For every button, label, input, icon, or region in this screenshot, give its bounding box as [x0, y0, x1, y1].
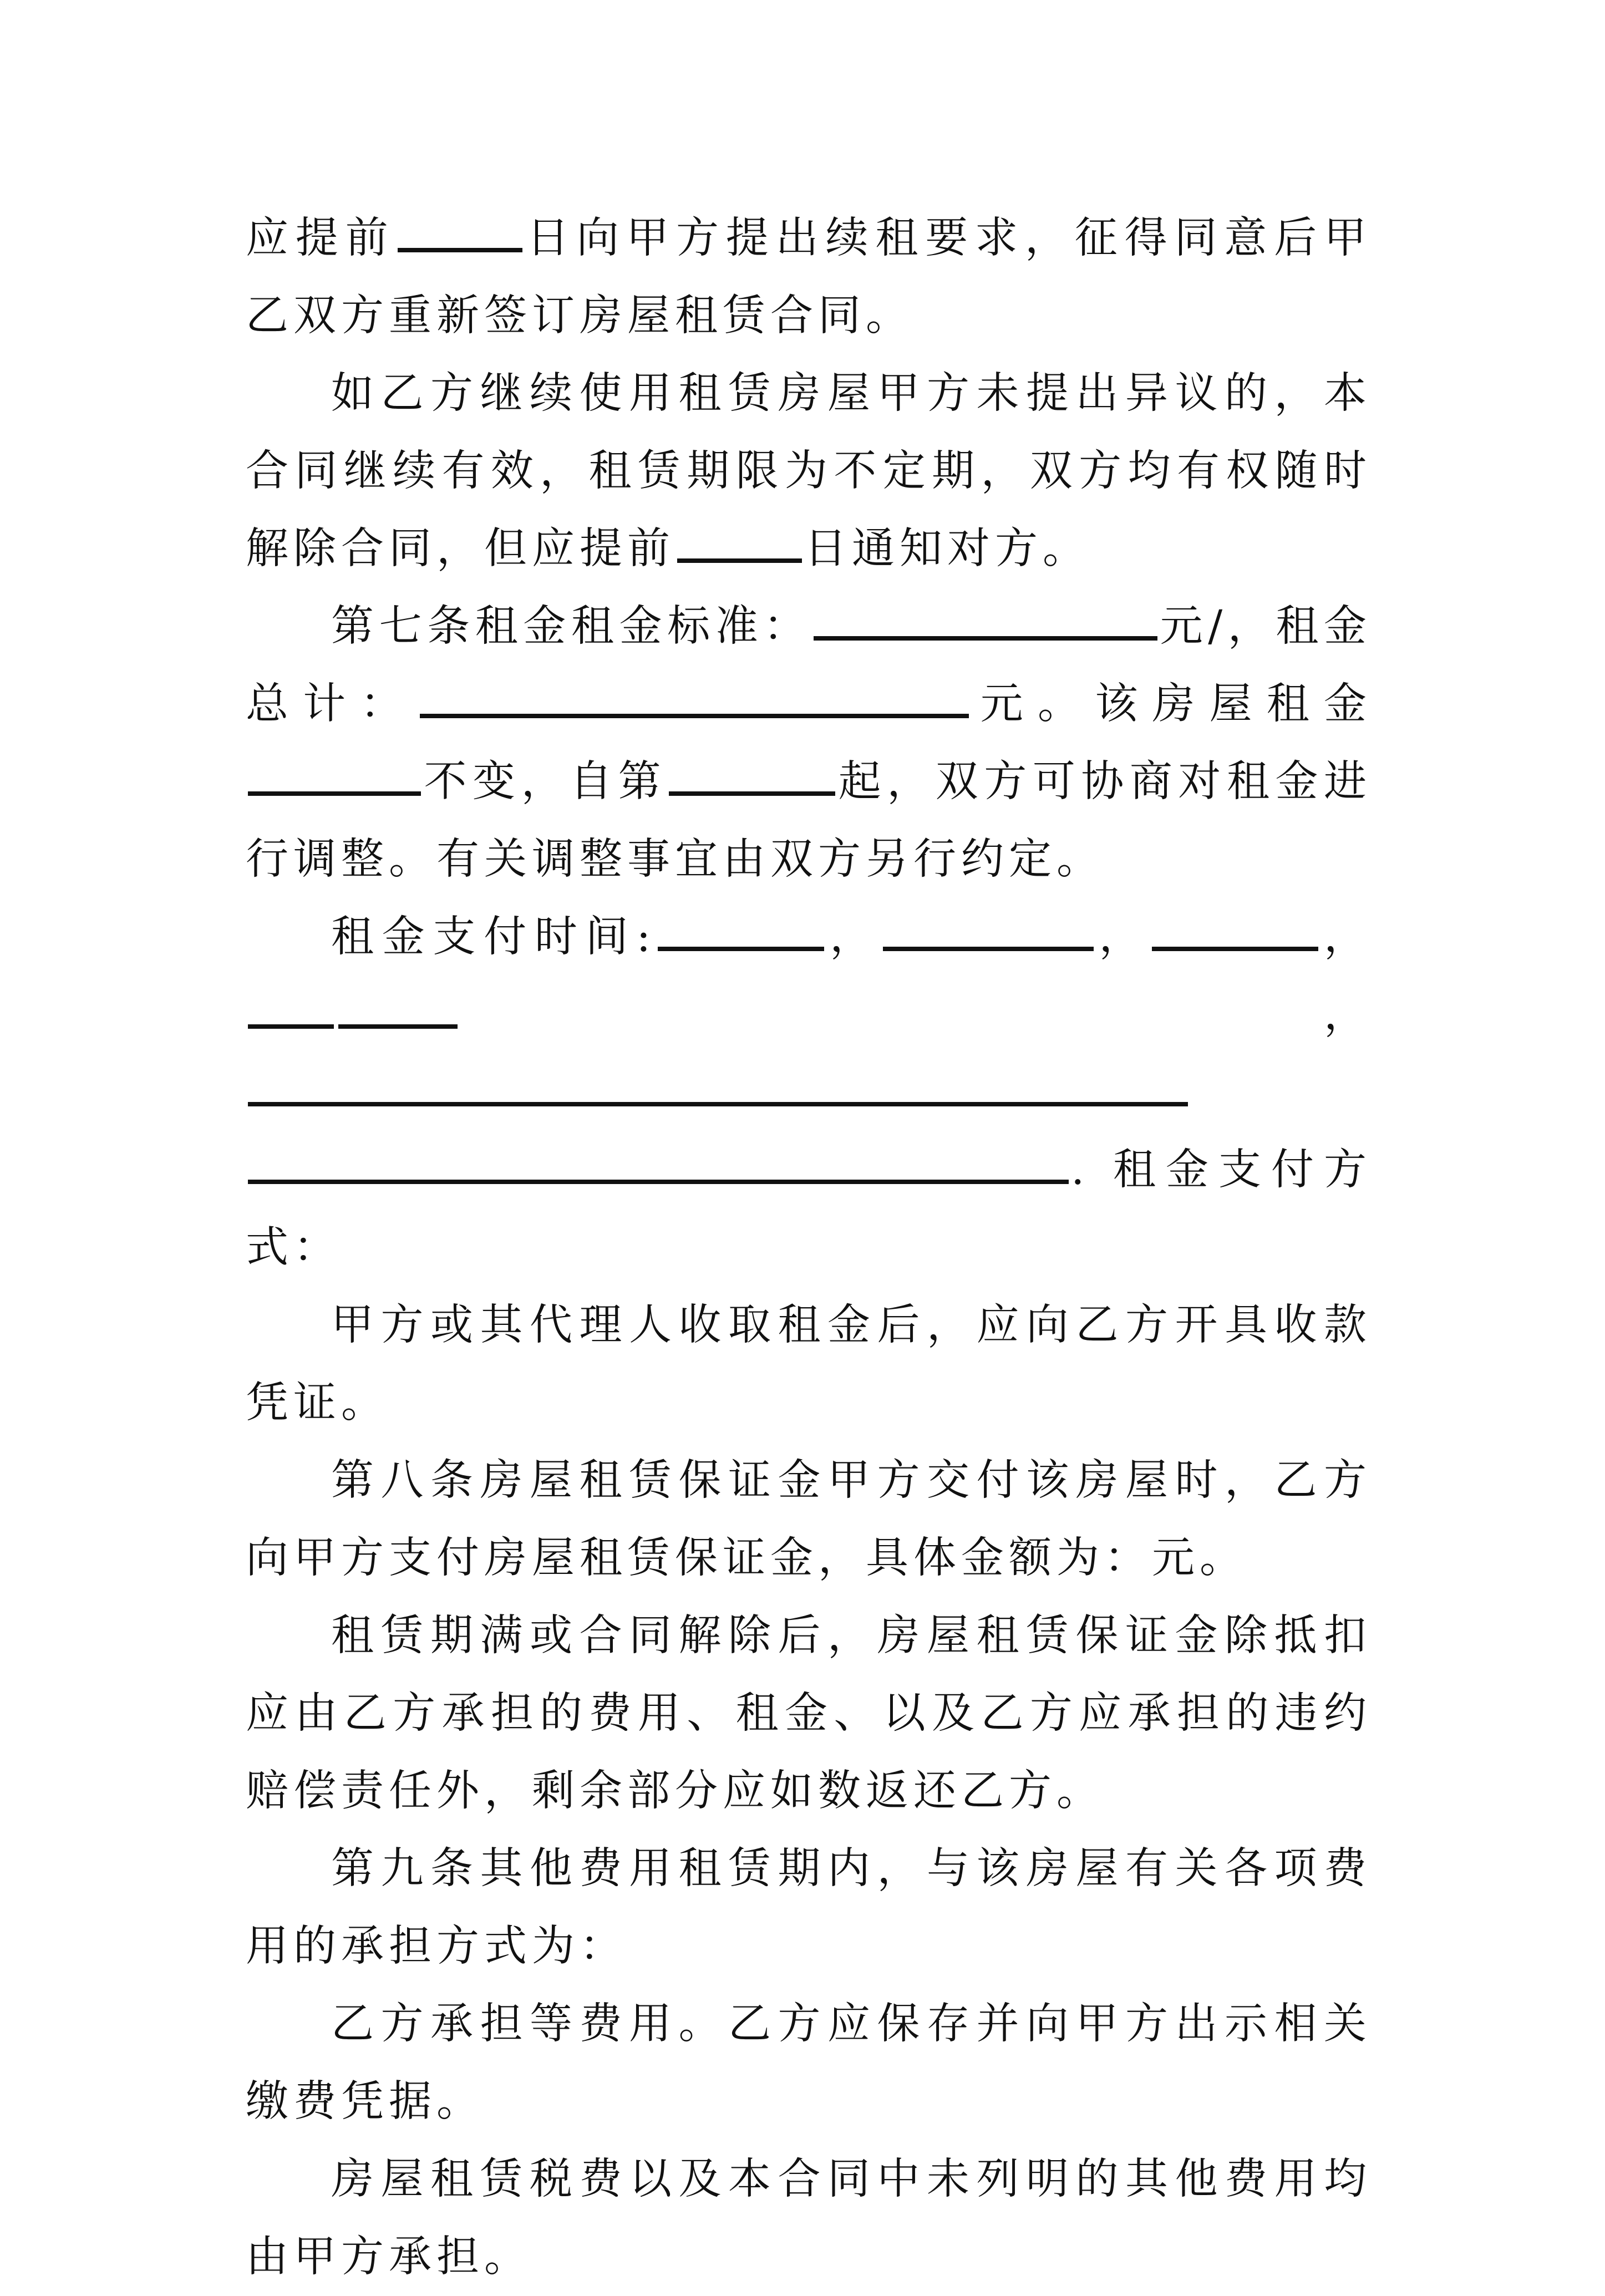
paragraph-article-8-deposit: 第八条房屋租赁保证金甲方交付该房屋时，乙方向甲方支付房屋租赁保证金，具体金额为：元。	[246, 1456, 1372, 1583]
text-segment: 如乙方继续使用租赁房屋甲方未提出异议的，本合同继续有效，租赁期限为不定期，双方均有权随时解除合同，但应提前	[246, 369, 1372, 573]
text-segment: 起，双方可协商对租金进行调整。有关调整事宜由双方另行约定。	[246, 757, 1372, 884]
blank-field	[338, 986, 458, 1029]
blank-field	[248, 1064, 1188, 1106]
blank-field	[248, 753, 421, 796]
text-segment: 元/，租金总计：	[246, 602, 1372, 729]
text-segment: ，	[460, 990, 1372, 1039]
blank-field	[248, 986, 334, 1029]
text-segment: 元。该房屋租金	[971, 679, 1372, 729]
text-segment: 不变，自第	[423, 757, 667, 806]
text-segment: 应提前	[246, 214, 395, 263]
paragraph-tenant-fees: 乙方承担等费用。乙方应保存并向甲方出示相关缴费凭据。	[246, 1999, 1372, 2126]
text-segment: ，	[826, 912, 881, 962]
blank-field	[677, 520, 802, 563]
contract-body	[246, 200, 1372, 2296]
text-segment: . 租金支付方式：	[246, 1145, 1372, 1272]
paragraph-deposit-return: 租赁期满或合同解除后，房屋租赁保证金除抵扣应由乙方承担的费用、租金、以及乙方应承担的违约赔偿责任外，剩余部分应如数返还乙方。	[246, 1611, 1372, 1816]
text-segment: ，	[1095, 912, 1150, 962]
paragraph-article-9-fees: 第九条其他费用租赁期内，与该房屋有关各项费用的承担方式为：	[246, 1844, 1372, 1971]
blank-field	[814, 598, 1157, 641]
text-segment: 日通知对方。	[804, 524, 1090, 573]
text-segment: ，	[1320, 912, 1372, 962]
blank-field	[658, 908, 824, 951]
blank-field	[420, 675, 969, 718]
paragraph-receipt: 甲方或其代理人收取租金后，应向乙方开具收款凭证。	[246, 1301, 1372, 1428]
text-segment: 租金支付时间:	[331, 912, 656, 962]
blank-field	[398, 210, 522, 252]
text-segment: 日向甲方提出续租要求，征得同意后甲乙双方重新签订房屋租赁合同。	[246, 214, 1372, 341]
paragraph-payment-time	[246, 898, 1372, 1287]
paragraph-renewal	[246, 200, 1372, 355]
blank-field	[1152, 908, 1318, 951]
paragraph-taxes: 房屋租赁税费以及本合同中未列明的其他费用均由甲方承担。	[246, 2155, 1372, 2282]
paragraph-article-7-rent	[246, 588, 1372, 898]
blank-field	[669, 753, 835, 796]
paragraph-indefinite-term	[246, 355, 1372, 588]
text-segment: 第七条租金租金标准：	[331, 602, 812, 651]
blank-field	[883, 908, 1094, 951]
blank-field	[248, 1141, 1069, 1184]
